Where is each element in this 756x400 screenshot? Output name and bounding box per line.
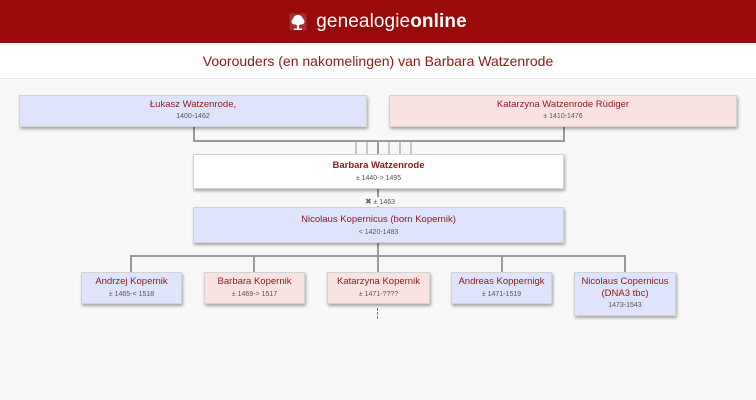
person-name: Katarzyna Watzenrode Rüdiger — [496, 99, 630, 110]
connector-line — [253, 256, 255, 272]
child-card[interactable] — [451, 272, 552, 304]
father-card[interactable] — [19, 95, 367, 127]
person-name: Andrzej Kopernik — [95, 276, 168, 287]
person-dates: ± 1440-> 1495 — [355, 175, 402, 182]
mother-card[interactable] — [389, 95, 737, 127]
person-name: Andreas Koppernigk — [458, 276, 545, 287]
person-name: Łukasz Watzenrode, — [149, 99, 237, 110]
page-title: Voorouders (en nakomelingen) van Barbara Watzenrode — [202, 52, 554, 69]
child-card[interactable] — [574, 272, 676, 316]
person-dates: < 1420-1483 — [358, 229, 399, 236]
person-dates: 1473-1543 — [608, 302, 642, 309]
marriage-info — [340, 197, 420, 206]
brand-name — [316, 11, 467, 33]
person-dates: ± 1465-< 1518 — [108, 291, 155, 298]
sibling-stub — [355, 142, 357, 154]
child-card[interactable] — [327, 272, 430, 304]
person-name: Nicolaus Kopernicus (born Kopernik) — [301, 214, 456, 225]
brand-name-regular: genealogie — [316, 10, 411, 32]
person-name: Nicolaus Copernicus (DNA3 tbc) — [581, 276, 669, 299]
person-name: Barbara Kopernik — [217, 276, 292, 287]
sibling-stub — [399, 142, 401, 154]
connector-line — [624, 256, 626, 272]
brand-name-bold: online — [410, 10, 467, 32]
person-name: Barbara Watzenrode — [332, 160, 425, 171]
connector-line — [377, 256, 379, 272]
brand-logo-link[interactable] — [289, 11, 467, 33]
person-name: Katarzyna Kopernik — [337, 276, 420, 287]
person-dates: ± 1410-1476 — [543, 113, 583, 120]
root-person-card[interactable] — [193, 154, 564, 189]
connector-line — [501, 256, 503, 272]
person-dates: 1400-1462 — [176, 113, 210, 120]
more-descendants-indicator[interactable] — [377, 308, 379, 319]
tree-icon — [289, 13, 307, 31]
marriage-date: ± 1463 — [373, 199, 395, 206]
person-dates: ± 1469-> 1517 — [231, 291, 278, 298]
spouse-card[interactable] — [193, 207, 564, 243]
family-tree — [0, 80, 756, 400]
site-header — [0, 0, 756, 43]
connector-line — [193, 127, 195, 141]
person-dates: ± 1471-1519 — [481, 291, 522, 298]
connector-line — [377, 142, 379, 154]
connector-line — [563, 127, 565, 141]
connector-line — [130, 256, 132, 272]
sibling-stub — [410, 142, 412, 154]
connector-line — [193, 140, 565, 142]
person-dates: ± 1471-???? — [358, 291, 399, 298]
rings-icon: ✖ — [364, 197, 372, 206]
title-bar — [0, 43, 756, 79]
child-card[interactable] — [81, 272, 182, 304]
sibling-stub — [366, 142, 368, 154]
child-card[interactable] — [204, 272, 305, 304]
sibling-stub — [388, 142, 390, 154]
